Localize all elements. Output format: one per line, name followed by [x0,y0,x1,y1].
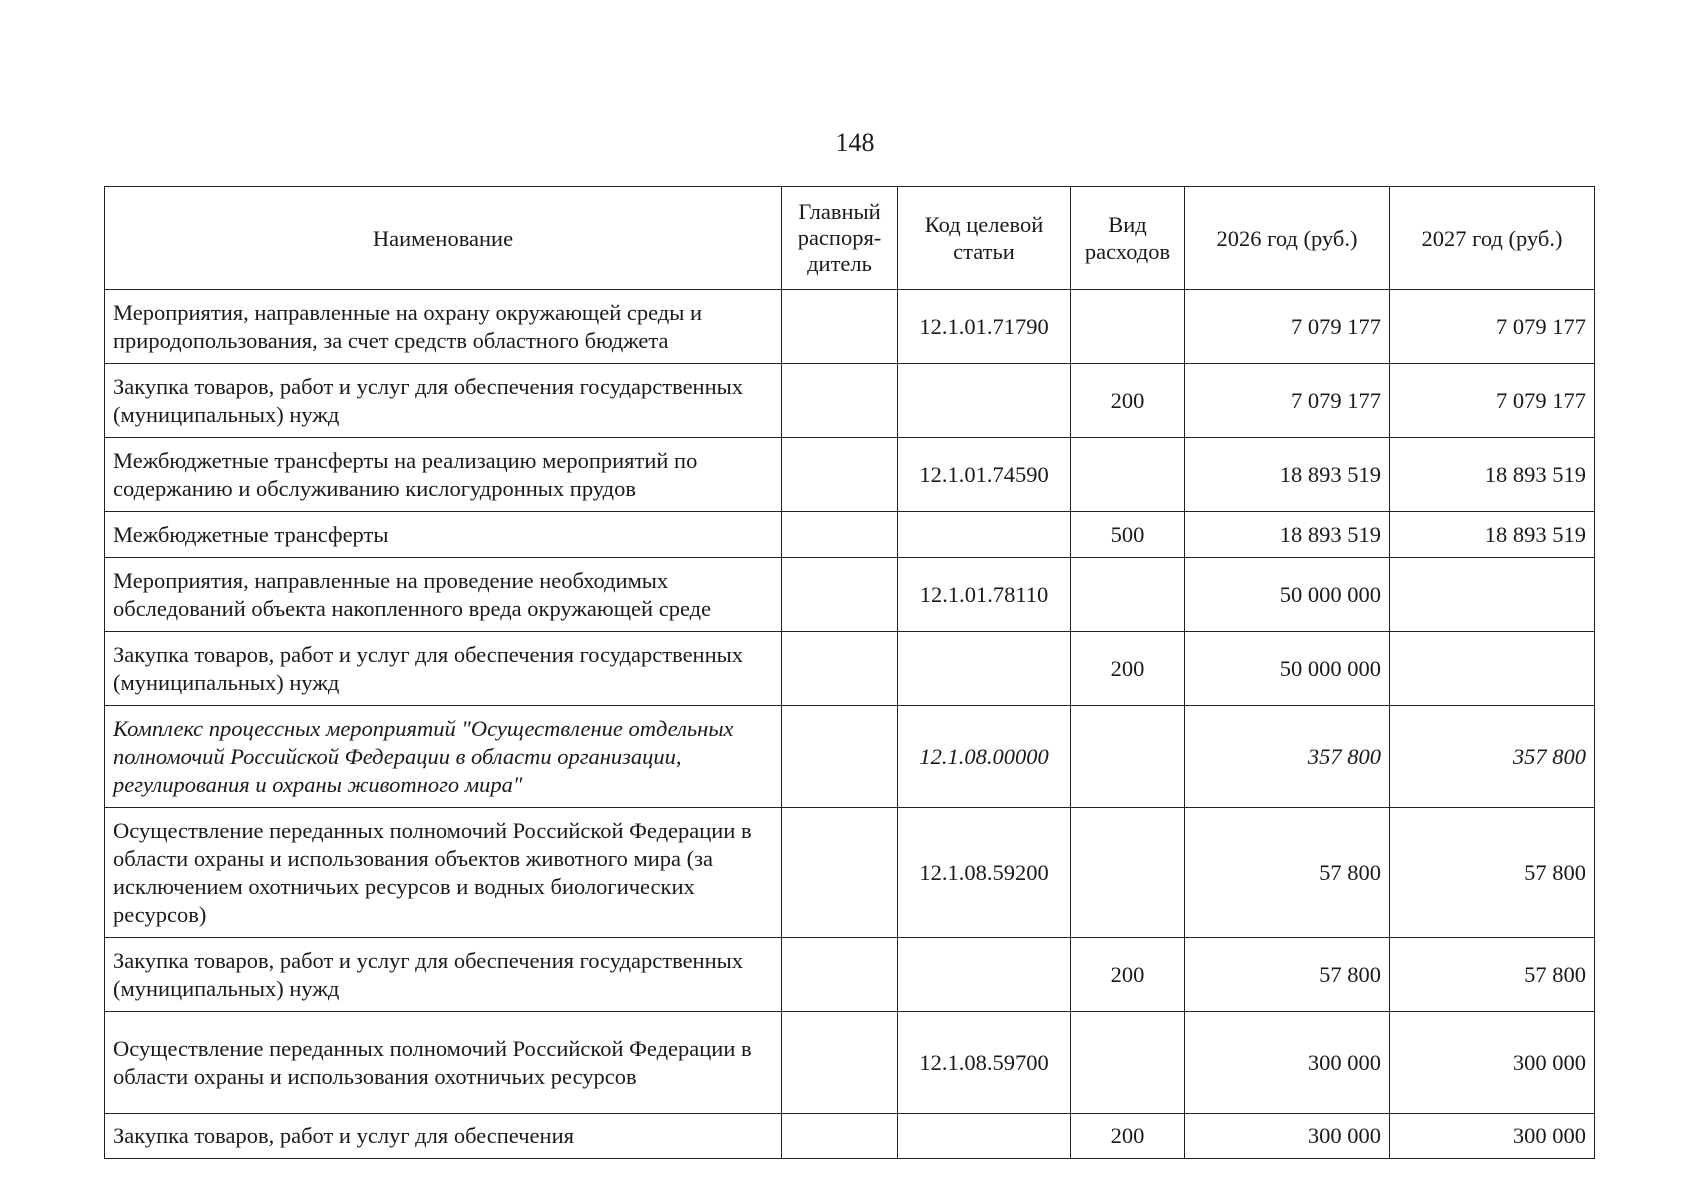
row-type [1071,706,1185,808]
header-year-2027: 2027 год (руб.) [1390,187,1595,290]
table-row [105,632,1595,706]
row-code [898,364,1071,438]
row-type [1071,808,1185,938]
row-year-2027: 7 079 177 [1390,290,1595,364]
row-code: 12.1.08.00000 [898,706,1071,808]
table-row [105,438,1595,512]
row-name: Комплекс процессных мероприятий "Осуществление отдельных полномочий Российской Федерации в области организации, регулирования и охраны животного мира" [105,706,782,808]
row-year-2026: 357 800 [1185,706,1390,808]
row-code: 12.1.01.71790 [898,290,1071,364]
row-code: 12.1.01.78110 [898,558,1071,632]
row-year-2027: 18 893 519 [1390,512,1595,558]
row-year-2026: 300 000 [1185,1012,1390,1114]
table-row [105,558,1595,632]
table-row [105,1012,1595,1114]
row-code [898,1114,1071,1159]
row-admin [782,438,898,512]
row-year-2026: 57 800 [1185,938,1390,1012]
table-header-row [105,187,1595,290]
row-type: 200 [1071,632,1185,706]
row-admin [782,512,898,558]
header-code: Код целевой статьи [898,187,1071,290]
row-type: 200 [1071,938,1185,1012]
row-year-2026: 57 800 [1185,808,1390,938]
row-year-2026: 7 079 177 [1185,364,1390,438]
table-row [105,808,1595,938]
row-year-2026: 18 893 519 [1185,512,1390,558]
row-year-2027: 357 800 [1390,706,1595,808]
budget-table [104,186,1595,1159]
header-type: Вид расходов [1071,187,1185,290]
row-name: Межбюджетные трансферты на реализацию мероприятий по содержанию и обслуживанию кислогудронных прудов [105,438,782,512]
row-type: 200 [1071,1114,1185,1159]
row-type: 200 [1071,364,1185,438]
row-code: 12.1.01.74590 [898,438,1071,512]
row-year-2026: 50 000 000 [1185,632,1390,706]
row-admin [782,1012,898,1114]
row-code: 12.1.08.59200 [898,808,1071,938]
row-name: Закупка товаров, работ и услуг для обеспечения государственных (муниципальных) нужд [105,632,782,706]
row-code: 12.1.08.59700 [898,1012,1071,1114]
row-type [1071,438,1185,512]
row-admin [782,290,898,364]
row-year-2027: 300 000 [1390,1012,1595,1114]
row-admin [782,558,898,632]
row-admin [782,364,898,438]
row-name: Осуществление переданных полномочий Российской Федерации в области охраны и использования охотничьих ресурсов [105,1012,782,1114]
row-year-2027: 57 800 [1390,808,1595,938]
row-type [1071,290,1185,364]
row-year-2026: 50 000 000 [1185,558,1390,632]
table-row [105,512,1595,558]
table-row [105,364,1595,438]
row-year-2027 [1390,632,1595,706]
row-code [898,938,1071,1012]
row-code [898,512,1071,558]
row-admin [782,706,898,808]
row-year-2027 [1390,558,1595,632]
row-name: Мероприятия, направленные на проведение необходимых обследований объекта накопленного вреда окружающей среде [105,558,782,632]
row-year-2027: 18 893 519 [1390,438,1595,512]
table-row [105,290,1595,364]
row-year-2027: 57 800 [1390,938,1595,1012]
row-type: 500 [1071,512,1185,558]
row-admin [782,808,898,938]
row-name: Закупка товаров, работ и услуг для обеспечения государственных (муниципальных) нужд [105,364,782,438]
row-year-2026: 18 893 519 [1185,438,1390,512]
row-type [1071,558,1185,632]
row-admin [782,938,898,1012]
row-year-2026: 7 079 177 [1185,290,1390,364]
row-type [1071,1012,1185,1114]
row-admin [782,632,898,706]
row-year-2026: 300 000 [1185,1114,1390,1159]
row-name: Межбюджетные трансферты [105,512,782,558]
row-name: Осуществление переданных полномочий Российской Федерации в области охраны и использования объектов животного мира (за исключением охотничьих ресурсов и водных биологических ресурсов) [105,808,782,938]
page-number: 148 [835,128,875,157]
row-name: Закупка товаров, работ и услуг для обеспечения государственных (муниципальных) нужд [105,938,782,1012]
row-code [898,632,1071,706]
header-admin: Главный распоря-дитель [782,187,898,290]
row-admin [782,1114,898,1159]
table-row-group [105,706,1595,808]
row-name: Закупка товаров, работ и услуг для обеспечения [105,1114,782,1159]
row-year-2027: 7 079 177 [1390,364,1595,438]
row-name: Мероприятия, направленные на охрану окружающей среды и природопользования, за счет средств областного бюджета [105,290,782,364]
row-year-2027: 300 000 [1390,1114,1595,1159]
table-row [105,938,1595,1012]
table-row [105,1114,1595,1159]
header-name: Наименование [105,187,782,290]
header-year-2026: 2026 год (руб.) [1185,187,1390,290]
